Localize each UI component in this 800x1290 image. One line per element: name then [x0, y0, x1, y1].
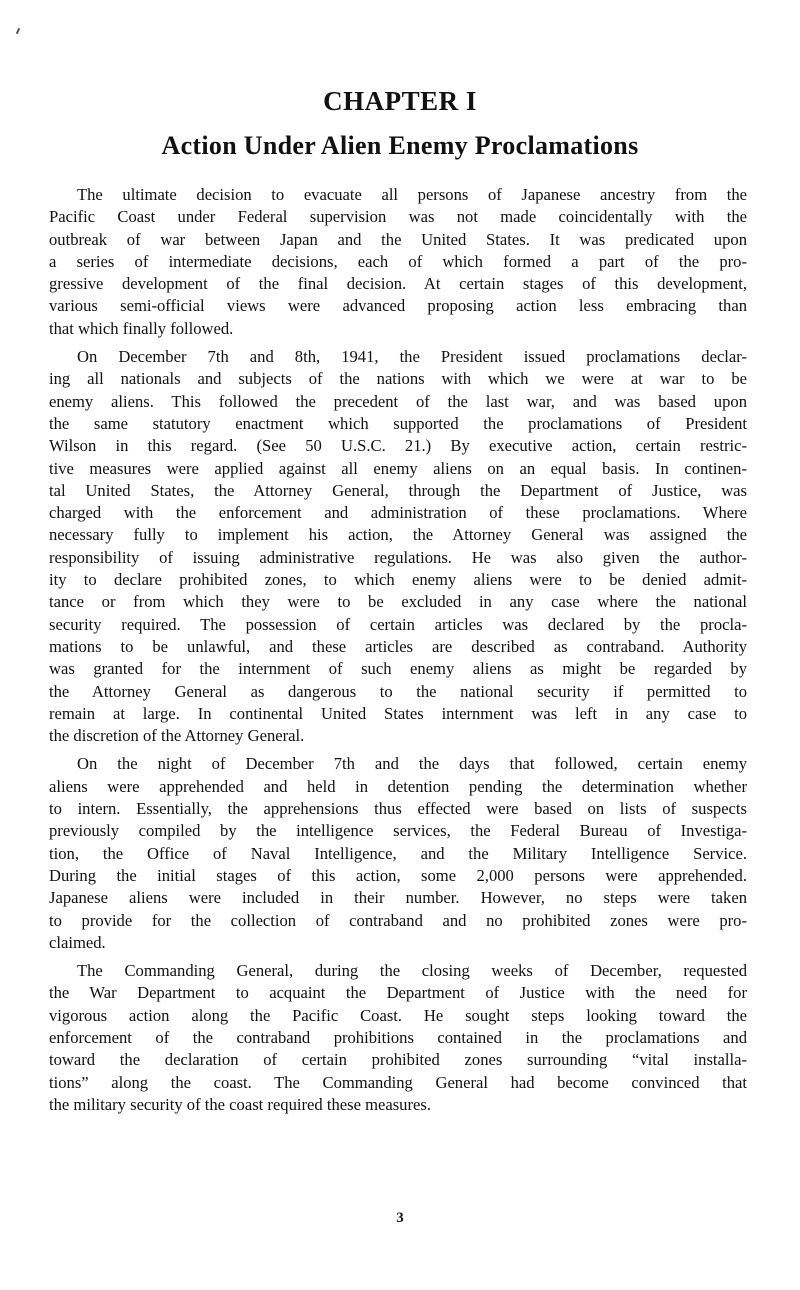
chapter-number: CHAPTER I	[323, 86, 477, 116]
paragraph	[49, 184, 747, 340]
text-line: aliens were apprehended and held in detention pending the determination whether	[49, 776, 747, 796]
text-line: tions” along the coast. The Commanding General had become convinced that	[49, 1072, 747, 1092]
text-line: During the initial stages of this action, some 2,000 persons were apprehended.	[49, 865, 747, 885]
text-line: the War Department to acquaint the Department of Justice with the need for	[49, 983, 747, 1003]
text-line: remain at large. In continental United States internment was left in any case to	[49, 703, 747, 723]
margin-mark	[16, 28, 20, 34]
text-line: to provide for the collection of contraband and no prohibited zones were pro-	[49, 910, 747, 930]
text-line: The ultimate decision to evacuate all persons of Japanese ancestry from the	[77, 185, 747, 204]
text-line: tion, the Office of Naval Intelligence, and the Military Intelligence Service.	[49, 843, 747, 863]
text-line: enemy aliens. This followed the precedent of the last war, and was based upon	[49, 391, 747, 411]
text-line: security required. The possession of certain articles was declared by the procla-	[49, 614, 747, 634]
text-line: the military security of the coast required these measures.	[49, 1094, 431, 1114]
text-line: ity to declare prohibited zones, to which enemy aliens were to be denied admit-	[49, 570, 747, 590]
text-line: the same statutory enactment which supported the proclamations of President	[49, 413, 747, 433]
text-line: Wilson in this regard. (See 50 U.S.C. 21.) By executive action, certain restric-	[49, 436, 747, 456]
text-line: mations to be unlawful, and these articles are described as contraband. Authority	[49, 636, 747, 656]
text-line: various semi-official views were advanced proposing action less embracing than	[49, 296, 747, 316]
text-line: gressive development of the final decision. At certain stages of this development,	[49, 274, 747, 294]
text-line: a series of intermediate decisions, each of which formed a part of the pro-	[49, 251, 747, 271]
text-line: toward the declaration of certain prohibited zones surrounding “vital installa-	[49, 1050, 747, 1070]
text-line: the discretion of the Attorney General.	[49, 726, 305, 746]
text-line: vigorous action along the Pacific Coast. He sought steps looking toward the	[49, 1005, 747, 1025]
chapter-title: Action Under Alien Enemy Proclamations	[161, 131, 639, 160]
text-line: On December 7th and 8th, 1941, the President issued proclamations declar-	[77, 347, 747, 367]
paragraph	[49, 346, 747, 747]
text-line: outbreak of war between Japan and the United States. It was predicated upon	[49, 229, 747, 249]
text-line: was granted for the internment of such enemy aliens as might be regarded by	[49, 659, 747, 679]
text-line: The Commanding General, during the closing weeks of December, requested	[77, 961, 747, 981]
text-line: claimed.	[49, 932, 106, 952]
text-line: to intern. Essentially, the apprehensions thus effected were based on lists of suspects	[49, 799, 747, 819]
text-line: tance or from which they were to be excluded in any case where the national	[49, 592, 747, 612]
text-line: previously compiled by the intelligence services, the Federal Bureau of Investiga-	[49, 821, 747, 841]
page-number: 3	[396, 1210, 404, 1226]
text-line: that which finally followed.	[49, 318, 234, 338]
text-line: the Attorney General as dangerous to the national security if permitted to	[49, 681, 747, 701]
text-line: Pacific Coast under Federal supervision was not made coincidentally with the	[49, 207, 747, 227]
text-line: Japanese aliens were included in their number. However, no steps were taken	[49, 888, 747, 908]
paragraph	[49, 960, 747, 1116]
text-line: charged with the enforcement and administration of these proclamations. Where	[49, 503, 747, 523]
text-line: tive measures were applied against all enemy aliens on an equal basis. In continen-	[49, 458, 747, 478]
body-text	[49, 184, 747, 1116]
text-line: On the night of December 7th and the days that followed, certain enemy	[77, 754, 747, 774]
text-line: necessary fully to implement his action, the Attorney General was assigned the	[49, 525, 747, 545]
text-line: enforcement of the contraband prohibitions contained in the proclamations and	[49, 1027, 747, 1047]
text-line: responsibility of issuing administrative regulations. He was also given the author-	[49, 547, 747, 567]
text-line: ing all nationals and subjects of the nations with which we were at war to be	[49, 369, 747, 389]
paragraph	[49, 753, 747, 954]
text-line: tal United States, the Attorney General, through the Department of Justice, was	[49, 480, 747, 500]
